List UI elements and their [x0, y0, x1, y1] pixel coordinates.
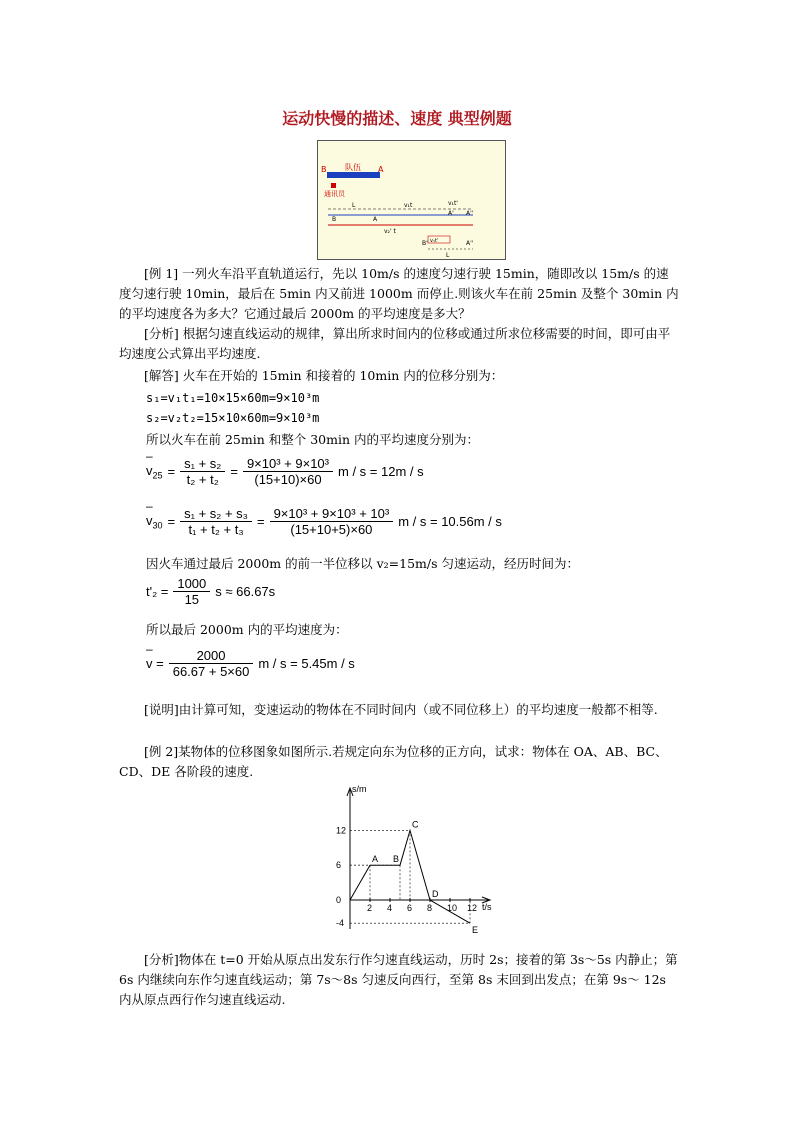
t2-lhs: t'₂ = [146, 584, 169, 599]
diagram-label-v1t2: v₁t' [448, 200, 458, 207]
v30-symbol: – $v_{30}$ [146, 513, 163, 531]
y-tick-label: 12 [336, 825, 347, 836]
diagram-label-l: L [352, 202, 356, 209]
y-axis-label: s/m [352, 784, 367, 794]
example2-question: [例 2]某物体的位移图象如图所示.若规定向东为位移的正方向，试求：物体在 OA、AB、BC、CD、DE 各阶段的速度. [119, 744, 668, 779]
displacement-time-chart [310, 782, 510, 942]
x-tick-label: 6 [407, 903, 413, 913]
equation-v30: – $v_{30}$ = $\frac{\text{s₁ + s₂ + s₃}}{\text{t₁ + t₂ + t₃}}$ = $\frac{\text{9×10³ + 9×10³ + 10³}}{(15+10+5)\times 60}$ m / s = 10.56m / s [146, 506, 502, 537]
page-title: 运动快慢的描述、速度 典型例题 [282, 109, 512, 128]
diagram-label-team: 队伍 [345, 163, 361, 172]
team-bar [327, 172, 380, 178]
t2-fraction: $\frac{1000}{15}$ [173, 576, 210, 607]
messenger-diagram-svg [318, 141, 505, 259]
x-tick-label: 4 [387, 903, 393, 913]
t2-result: s ≈ 66.67s [215, 584, 276, 599]
example1-note: [说明]由计算可知，变速运动的物体在不同时间内（或不同位移上）的平均速度一般都不相等. [144, 702, 658, 717]
diagram-label-l2: L [446, 252, 450, 259]
diagram-label-a2: A [373, 216, 378, 223]
v30-result: m / s = 10.56m / s [398, 514, 502, 529]
equation-t2 [146, 576, 275, 607]
v30-fraction-1: $\frac{\text{s₁ + s₂ + s₃}}{\text{t₁ + t₂ + t₃}}$ [180, 506, 252, 537]
x-tick-label: 10 [447, 903, 458, 913]
diagram-label-a: A [378, 165, 384, 174]
x-tick-label: 2 [367, 903, 373, 913]
x-tick-label: 8 [427, 903, 433, 913]
v25-symbol: – $v_{25}$ [146, 463, 163, 481]
diagram-label-b2: B [332, 216, 337, 223]
equation-v25: – $v_{25}$ = $\frac{\text{s₁ + s₂}}{\text{t₂ + t₂}}$ = $\frac{\text{9×10³ + 9×10³}}{(15+10)\times 60}$ m / s = 12m / s [146, 456, 424, 487]
y-tick-label: 0 [336, 895, 342, 905]
messenger-diagram [317, 140, 506, 260]
half-intro: 因火车通过最后 2000m 的前一半位移以 v₂=15m/s 匀速运动，经历时间为： [146, 556, 579, 571]
point-label-e: E [472, 925, 479, 936]
v25-result: m / s = 12m / s [338, 464, 424, 479]
diagram-label-a5: A'' [466, 240, 474, 247]
v25-fraction-2: $\frac{\text{9×10³ + 9×10³}}{(15+10)\times 60}$ [243, 456, 333, 487]
diagram-label-a4: A'' [466, 210, 474, 217]
point-label-c: C [412, 819, 419, 830]
v30-fraction-2: $\frac{\text{9×10³ + 9×10³ + 10³}}{(15+10+5)\times 60}$ [270, 506, 394, 537]
diagram-label-messenger: 通讯员 [324, 190, 345, 198]
y-tick-label: 6 [336, 860, 342, 871]
example1-answer-intro: [解答] 火车在开始的 15min 和接着的 10min 内的位移分别为： [144, 368, 504, 383]
v25-fraction-1: $\frac{\text{s₁ + s₂}}{\text{t₂ + t₂}}$ [180, 456, 225, 487]
point-label-a: A [372, 854, 379, 865]
messenger-marker [331, 183, 336, 188]
diagram-label-v1t: v₁t [404, 202, 413, 209]
diagram-label-b3: B' [422, 240, 428, 247]
point-label-d: D [432, 889, 439, 899]
example1-analysis: [分析] 根据匀速直线运动的规律，算出所求时间内的位移或通过所求位移需要的时间，即可由平均速度公式算出平均速度. [119, 326, 671, 361]
example2-analysis: [分析]物体在 t=0 开始从原点出发东行作匀速直线运动，历时 2s；接着的第 3s～5s 内静止；第 6s 内继续向东作匀速直线运动；第 7s～8s 匀速反向西行，至第 8s 末回到出发点；在第 9s～ 12s 内从原点西行作匀速直线运动. [119, 952, 678, 1007]
equation-s2: s₂=v₂t₂=15×10×60m=9×10³m [146, 411, 320, 425]
diagram-label-v1t3: v₁t' [430, 238, 439, 244]
x-tick-label: 12 [467, 903, 478, 913]
y-tick-label: -4 [336, 918, 345, 929]
v-last-lhs: – v = [146, 656, 164, 671]
point-label-b: B [393, 854, 400, 865]
v-last-fraction: $\frac{2000}{66.67 + 5\times 60}$ [169, 648, 254, 679]
x-axis-label: t/s [482, 902, 492, 912]
diagram-label-b: B [321, 165, 327, 174]
last-intro: 所以最后 2000m 内的平均速度为： [146, 622, 348, 637]
avg-intro: 所以火车在前 25min 和整个 30min 内的平均速度分别为： [146, 432, 480, 447]
diagram-label-v2t: v₂' t [384, 228, 396, 235]
example1-question: [例 1] 一列火车沿平直轨道运行，先以 10m/s 的速度匀速行驶 15min，随即改以 15m/s 的速度匀速行驶 10min，最后在 5min 内又前进 1000m 而停止.则该火车在前 25min 及整个 30min 内的平均速度各为多大？它通过最后 2000m 的平均速度是多大？ [119, 266, 679, 321]
v-last-result: m / s = 5.45m / s [258, 656, 355, 671]
equation-v-last [146, 648, 355, 679]
equation-s1: s₁=v₁t₁=10×15×60m=9×10³m [146, 391, 320, 405]
diagram-label-a3: A' [448, 210, 454, 217]
